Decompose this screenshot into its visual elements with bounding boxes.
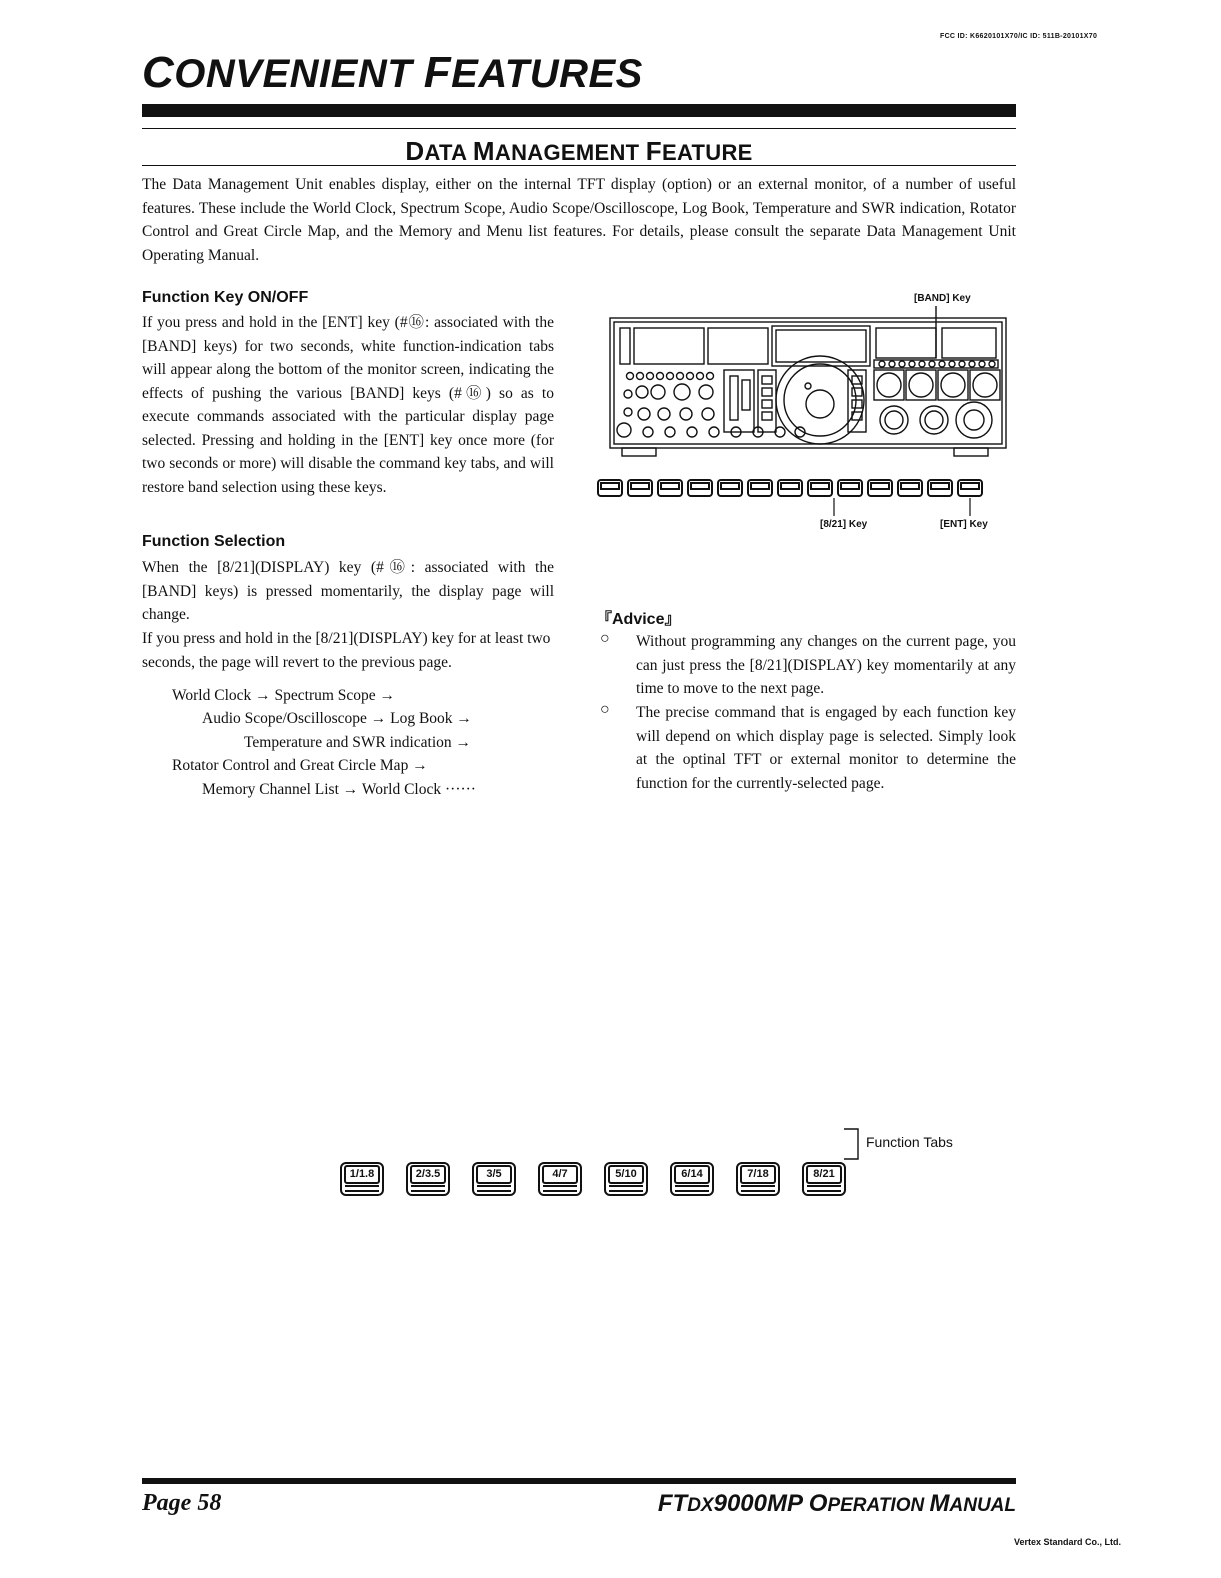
page-title [142,48,643,98]
section-rule-bottom [142,165,1016,166]
function-tabs-row [340,1162,846,1196]
manual-initial-m: M [929,1490,950,1517]
function-tab-label: 1/1.8 [344,1165,380,1184]
section-heading [142,136,1016,167]
function-tab [406,1162,450,1196]
function-selection-body: When the [8/21](DISPLAY) key (#⑯: associated with the [BAND] keys) is pressed momentarily, the display page will change. [142,559,554,623]
title-initial-c: C [142,48,175,97]
manual-part-anual: ANUAL [949,1495,1016,1516]
function-key-heading: Function Key ON/OFF [142,289,309,306]
function-tab [802,1162,846,1196]
function-selection-heading: Function Selection [142,533,286,550]
section-initial-f: F [645,136,662,166]
band-key-label: [BAND] Key [914,293,971,304]
manual-initial-o: O [808,1490,828,1517]
title-part-eatures: EATURES [451,52,643,96]
title-initial-f: F [423,48,452,97]
function-tab [538,1162,582,1196]
advice-bullet-icon: ○ [600,630,610,647]
function-key-body: If you press and hold in the [ENT] key (#⑯: associated with the [BAND] keys) for two seconds, white function-indication tabs will appear along the bottom of the monitor screen, indicating the effects of pushing the various [BAND] keys (#⑯) so as to execute commands associated with the particular display page selected. Pressing and holding in the [ENT] key once more (for two seconds or more) will disable the command key tabs, and will restore band selection using these keys. [142,314,554,496]
radio-front-panel-illustration [608,304,1008,466]
section-initial-d: D [405,136,425,166]
company-name: Vertex Standard Co., Ltd. [1014,1537,1122,1547]
manual-model: 9000MP [713,1490,809,1517]
sequence-line: Memory Channel List → World Clock ······ [202,781,476,798]
footer-rule [142,1478,1016,1484]
page-number: Page 58 [142,1490,222,1516]
function-tabs-label: Function Tabs [866,1134,953,1150]
function-tab [472,1162,516,1196]
function-tab [604,1162,648,1196]
section-part-eature: EATURE [661,140,753,165]
sequence-line: Temperature and SWR indication → [244,734,472,751]
band-key-strip-illustration [594,474,1004,520]
advice-item: Without programming any changes on the current page, you can just press the [8/21](DISPLAY) key momentarily at any time to move to the next page. [636,633,1016,697]
sequence-line: World Clock → Spectrum Scope → [172,687,396,704]
ent-key-label: [ENT] Key [940,519,988,530]
function-selection-body-2: If you press and hold in the [8/21](DISPLAY) key for at least two seconds, the page will revert to the previous page. [142,630,551,671]
advice-heading: 『Advice』 [596,611,681,628]
intro-paragraph: The Data Management Unit enables display, either on the internal TFT display (option) or an external monitor, of a number of useful features. These include the World Clock, Spectrum Scope, Audio Scope/Oscilloscope, Log Book, Temperature and SWR indication, Rotator Control and Great Circle Map, and the Memory and Menu list features. For details, please consult the separate Data Management Unit Operating Manual. [142,176,1016,264]
manual-dx: DX [687,1495,714,1516]
function-tab [670,1162,714,1196]
function-tab-label: 5/10 [608,1165,644,1184]
function-tab [340,1162,384,1196]
function-tab-label: 2/3.5 [410,1165,446,1184]
function-tabs-bracket-icon [840,1127,860,1161]
advice-item: The precise command that is engaged by each function key will depend on which display page is selected. Simply look at the optinal TFT or external monitor to determine the function for the currently-selected page. [636,704,1016,792]
section-rule-top [142,128,1016,129]
sequence-line: Audio Scope/Oscilloscope → Log Book → [202,710,472,727]
title-bar-rule [142,104,1016,117]
section-part-ata: ATA [424,140,467,165]
function-tab-label: 3/5 [476,1165,512,1184]
advice-bullet-icon: ○ [600,701,610,718]
manual-part-peration: PERATION [827,1495,930,1516]
manual-ft: FT [657,1490,688,1517]
function-tab-label: 4/7 [542,1165,578,1184]
title-part-onvenient: ONVENIENT [174,52,413,96]
function-tab-label: 6/14 [674,1165,710,1184]
key-821-label: [8/21] Key [820,519,868,530]
sequence-line: Rotator Control and Great Circle Map → [172,757,428,774]
manual-title [648,1490,1016,1518]
function-tab-label: 8/21 [806,1165,842,1184]
function-tab [736,1162,780,1196]
function-tab-label: 7/18 [740,1165,776,1184]
section-initial-m: M [472,136,495,166]
fcc-id: FCC ID: K6620101X70/IC ID: 511B-20101X70 [940,33,1098,40]
section-part-anagement: ANAGEMENT [494,140,640,165]
